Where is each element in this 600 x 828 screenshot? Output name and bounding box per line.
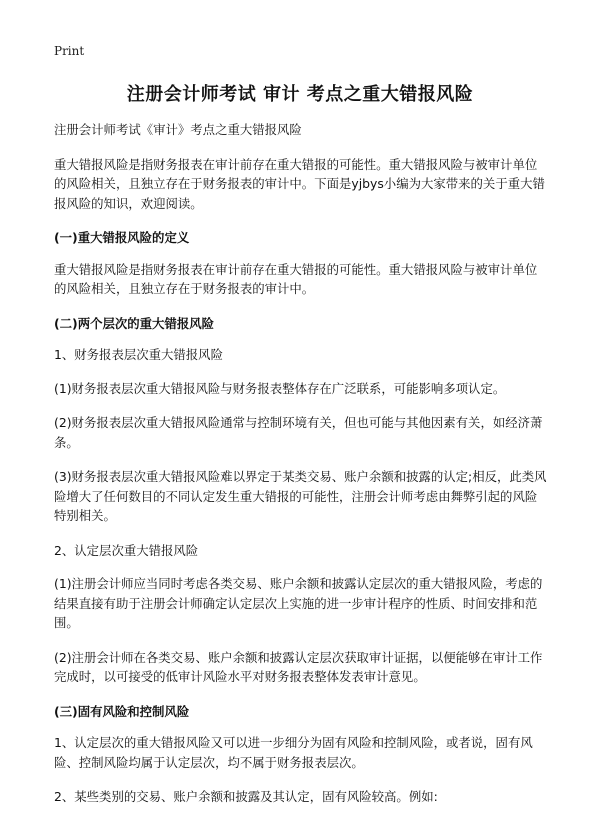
section-2-subheading-1: 1、财务报表层次重大错报风险	[54, 347, 223, 362]
section-3-paragraph-2: 2、某些类别的交易、账户余额和披露及其认定，固有风险较高。例如:	[54, 789, 438, 804]
section-3-heading: (三)固有风险和控制风险	[54, 703, 190, 719]
section-2-paragraph-1: (1)财务报表层次重大错报风险与财务报表整体存在广泛联系，可能影响多项认定。	[54, 380, 506, 396]
section-2-heading: (二)两个层次的重大错报风险	[54, 315, 215, 331]
section-2-paragraph-2: (2)财务报表层次重大错报风险通常与控制环境有关，但也可能与其他因素有关，如经济萧条。	[54, 415, 543, 450]
subtitle: 注册会计师考试《审计》考点之重大错报风险	[54, 122, 302, 137]
section-2-paragraph-3: (3)财务报表层次重大错报风险难以界定于某类交易、账户余额和披露的认定;相反，此类风险增大了任何数目的不同认定发生重大错报的可能性，注册会计师考虑由舞弊引起的风险特别相关。	[54, 469, 547, 523]
page-title: 注册会计师考试 审计 考点之重大错报风险	[126, 84, 474, 105]
intro-paragraph: 重大错报风险是指财务报表在审计前存在重大错报的可能性。重大错报风险与被审计单位的风险相关，且独立存在于财务报表的审计中。下面是yjbys小编为大家带来的关于重大错报风险的知识，欢迎阅读。	[54, 156, 545, 211]
section-1-paragraph: 重大错报风险是指财务报表在审计前存在重大错报的可能性。重大错报风险与被审计单位的风险相关，且独立存在于财务报表的审计中。	[54, 261, 538, 296]
article-body	[54, 120, 549, 822]
section-2-paragraph-4: (1)注册会计师应当同时考虑各类交易、账户余额和披露认定层次的重大错报风险，考虑的结果直接有助于注册会计师确定认定层次上实施的进一步审计程序的性质、时间安排和范围。	[54, 576, 543, 630]
print-label: Print	[54, 44, 85, 58]
section-1-heading: (一)重大错报风险的定义	[54, 230, 190, 245]
section-2-paragraph-5: (2)注册会计师在各类交易、账户余额和披露认定层次获取审计证据，以便能够在审计工作完成时，以可接受的低审计风险水平对财务报表整体发表审计意见。	[54, 649, 543, 684]
section-2-subheading-2: 2、认定层次重大错报风险	[54, 542, 199, 558]
section-3-paragraph-1: 1、认定层次的重大错报风险又可以进一步细分为固有风险和控制风险，或者说，固有风险、控制风险均属于认定层次，均不属于财务报表层次。	[54, 735, 533, 770]
